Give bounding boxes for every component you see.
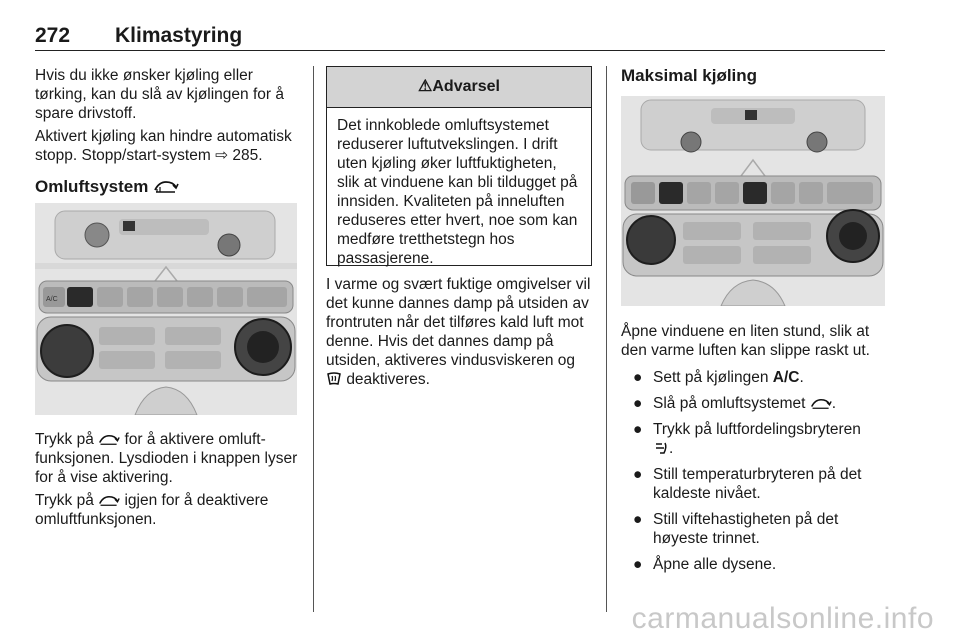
recirc-off-text-b: igjen for å deaktivere omluftfunksjonen. — [35, 492, 269, 528]
climate-panel-photo-right — [621, 96, 885, 306]
air-distribution-step-end: . — [669, 440, 674, 457]
warning-box — [326, 66, 592, 266]
right-column-text — [621, 322, 889, 581]
autostop-text: Aktivert kjøling kan hindre automatisk stopp. Stopp/start-system — [35, 128, 292, 164]
fog-outside-end: deaktiveres. — [346, 371, 430, 388]
recirculation-icon — [98, 434, 120, 446]
bullet-icon: ● — [633, 421, 643, 438]
recirculation-icon — [810, 398, 832, 410]
bullet-icon: ● — [633, 511, 643, 528]
middle-column-text — [326, 275, 594, 393]
fan-speed-step-text: Still viftehastigheten på det høyeste trinnet. — [653, 511, 839, 547]
temperature-step-text: Still temperaturbryteren på det kaldeste nivået. — [653, 466, 862, 502]
list-item-ac — [621, 368, 889, 387]
left-column — [35, 66, 300, 197]
ac-key-label: A/C — [772, 369, 800, 386]
climate-panel-illustration — [35, 203, 297, 415]
recirculation-icon — [153, 180, 179, 194]
paragraph-recirc-on — [35, 430, 303, 487]
recirc-step-end: . — [831, 395, 837, 412]
page-ref-arrow-icon: ⇨ — [215, 147, 229, 164]
fog-outside-text: I varme og svært fuktige omgivelser vil det kunne dannes damp på utsiden av frontruten når det tilføres kald luft mot denne. Hvis det dannes damp på utsiden, aktiveres vindusviskeren og — [326, 276, 591, 369]
windshield-defrost-icon — [326, 372, 342, 386]
bullet-icon: ● — [633, 395, 643, 412]
page-ref-link[interactable]: 285. — [232, 147, 263, 164]
section-heading-max-cooling: Maksimal kjøling — [621, 66, 758, 85]
list-item-recirc — [621, 394, 889, 413]
list-item-air-distribution — [621, 420, 889, 458]
page-header — [35, 22, 885, 51]
climate-panel-photo-left — [35, 203, 297, 415]
recirc-on-text-a: Trykk på — [35, 431, 94, 448]
air-distribution-step-text: Trykk på luftfordelingsbryteren — [653, 421, 861, 438]
page-title: Klimastyring — [115, 24, 243, 47]
warning-header — [327, 67, 591, 108]
column-divider-1 — [313, 66, 314, 612]
paragraph-recirc-off — [35, 491, 303, 529]
recirc-off-text-a: Trykk på — [35, 492, 94, 509]
right-column-heading — [621, 66, 891, 86]
left-column-lower — [35, 430, 303, 533]
bullet-icon: ● — [633, 556, 643, 573]
paragraph-open-windows: Åpne vinduene en liten stund, slik at den varme luften kan slippe raskt ut. — [621, 323, 870, 359]
bullet-icon: ● — [633, 466, 643, 483]
climate-panel-illustration-max — [621, 96, 885, 306]
page-number: 272 — [35, 24, 71, 47]
ac-step-end: . — [799, 369, 804, 386]
column-divider-2 — [606, 66, 607, 612]
recirculation-heading-text: Omluftsystem — [35, 177, 149, 196]
air-distribution-icon — [653, 441, 669, 455]
recirc-on-text-b: for å aktivere omluft-funksjonen. Lysdioden i knappen lyser for å vise aktivering. — [35, 431, 298, 486]
paragraph-fog-outside — [326, 275, 594, 389]
watermark: carmanualsonline.info — [631, 602, 934, 635]
ac-step-text: Sett på kjølingen — [653, 369, 769, 386]
ac-button-label: A/C — [46, 296, 58, 303]
section-heading-recirculation — [35, 177, 300, 197]
warning-title: Advarsel — [432, 78, 500, 95]
recirculation-icon — [98, 495, 120, 507]
list-item-fan-speed — [621, 510, 889, 548]
warning-icon: ⚠ — [418, 78, 433, 95]
paragraph-cooling-off: Hvis du ikke ønsker kjøling eller tørking, kan du slå av kjølingen for å spare drivstoff. — [35, 67, 284, 122]
list-item-temperature — [621, 465, 889, 503]
recirc-step-text: Slå på omluftsystemet — [653, 395, 806, 412]
vents-step-text: Åpne alle dysene. — [653, 556, 777, 573]
paragraph-autostop — [35, 127, 300, 165]
list-item-vents — [621, 555, 889, 574]
warning-body: Det innkoblede omluftsystemet reduserer luftutvekslingen. I drift uten kjøling øker luftfuktigheten, slik at vinduene kan bli tildugget på innsiden. Kvaliteten på inneluften reduseres etter hvert, noe som kan medføre tretthetstegn hos passasjerene. — [337, 117, 578, 267]
bullet-icon: ● — [633, 369, 643, 386]
